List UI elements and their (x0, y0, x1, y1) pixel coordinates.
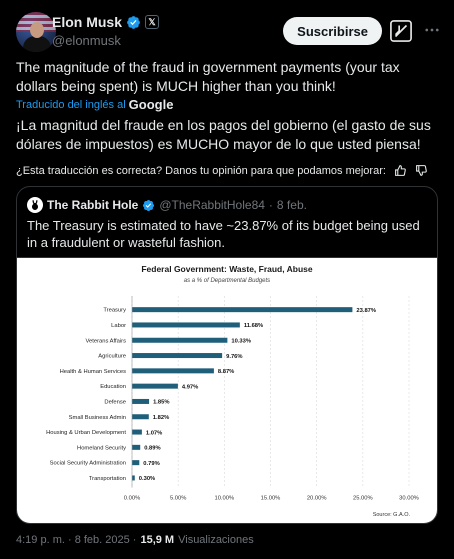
affiliation-badge-icon: 𝕏 (145, 15, 159, 29)
quote-verified-badge-icon (142, 199, 155, 212)
category-label: Agriculture (98, 353, 126, 360)
bar-value-label: 4.97% (181, 384, 199, 391)
quote-separator: · (268, 198, 273, 212)
bar (132, 353, 222, 358)
quoted-tweet[interactable] (16, 186, 438, 524)
category-label: Social Security Administration (49, 460, 126, 467)
category-label: Homeland Security (77, 445, 126, 452)
bar-value-label: 9.76% (226, 353, 243, 360)
thumbs-up-icon[interactable] (394, 164, 407, 177)
author-name[interactable]: Elon Musk (52, 14, 123, 30)
bar (132, 460, 139, 465)
bar-value-label: 11.68% (243, 323, 264, 330)
verified-badge-icon (126, 15, 141, 30)
google-logo: Google (128, 97, 174, 112)
x-tick-label: 5.00% (169, 495, 187, 502)
bar (132, 475, 135, 480)
bar-value-label: 1.82% (152, 414, 170, 421)
x-tick-label: 15.00% (260, 495, 281, 502)
quote-handle: @TheRabbitHole84 (159, 198, 265, 212)
subscribe-button[interactable]: Suscribirse (283, 17, 382, 45)
translation-credit-label: Traducido del inglés al (16, 98, 126, 111)
category-label: Treasury (103, 307, 126, 314)
quote-header (27, 197, 307, 213)
chart-title: Federal Government: Waste, Fraud, Abuse (141, 264, 313, 274)
timestamp[interactable]: 4:19 p. m. · 8 feb. 2025 · (16, 534, 137, 546)
quote-text: The Treasury is estimated to have ~23.87% of its budget being used in a fraudulent or wasteful fashion. (27, 218, 420, 250)
chart-source: Source: G.A.O. (372, 512, 410, 518)
x-tick-label: 30.00% (399, 495, 419, 502)
category-label: Health & Human Services (59, 368, 126, 375)
bar-value-label: 23.87% (356, 307, 377, 314)
tweet-header (16, 12, 442, 52)
chart-image[interactable] (17, 257, 437, 524)
rabbit-icon (29, 199, 41, 211)
category-label: Housing & Urban Development (46, 430, 126, 437)
x-tick-label: 20.00% (306, 495, 327, 502)
quote-author-name: The Rabbit Hole (47, 198, 139, 212)
category-label: Veterans Affairs (85, 338, 126, 345)
avatar[interactable] (16, 12, 56, 52)
bar (132, 399, 149, 404)
category-label: Defense (104, 399, 126, 406)
bar-chart (17, 258, 437, 524)
x-tick-label: 25.00% (352, 495, 373, 502)
bar-value-label: 0.30% (138, 476, 156, 483)
bar (132, 414, 149, 419)
bar (132, 368, 214, 373)
bar-value-label: 8.87% (217, 369, 235, 376)
tweet-translation: ¡La magnitud del fraude en los pagos del gobierno (el gasto de sus dólares de impuestos) es MUCHO mayor de lo que usted piensa! (16, 117, 431, 152)
bar (132, 307, 352, 312)
bar (132, 338, 227, 343)
bar-value-label: 0.79% (143, 460, 160, 467)
bar (132, 445, 140, 450)
tweet-text: The magnitude of the fraud in government payments (your tax dollars being spent) is MUCH higher than you think! (16, 59, 400, 94)
author-name-row (52, 14, 159, 30)
translation-credit[interactable] (16, 97, 173, 112)
category-label: Small Business Admin (68, 414, 126, 421)
bar-value-label: 1.85% (153, 399, 170, 406)
category-label: Labor (111, 322, 126, 329)
chart-subtitle: as a % of Departmental Budgets (183, 278, 271, 284)
x-tick-label: 10.00% (214, 495, 235, 502)
translation-feedback (16, 164, 428, 177)
feedback-prompt: ¿Esta traducción es correcta? Danos tu opinión para que podamos mejorar: (16, 164, 386, 177)
bar (132, 322, 240, 327)
bar-value-label: 10.33% (231, 338, 252, 345)
more-icon[interactable] (422, 20, 442, 40)
category-label: Education (100, 384, 126, 391)
thumbs-down-icon[interactable] (415, 164, 428, 177)
author-handle[interactable]: @elonmusk (52, 33, 121, 48)
bar-value-label: 1.07% (145, 430, 163, 437)
category-label: Transportation (88, 475, 126, 482)
view-count-label: Visualizaciones (178, 534, 254, 546)
bar (132, 384, 178, 389)
view-count: 15,9 M (140, 534, 175, 546)
x-tick-label: 0.00% (123, 495, 141, 502)
quote-date: 8 feb. (276, 198, 307, 212)
grok-icon[interactable] (390, 20, 412, 42)
bar-value-label: 0.89% (144, 445, 161, 452)
quote-avatar (27, 197, 43, 213)
tweet-footer (16, 534, 254, 546)
bar (132, 430, 142, 435)
